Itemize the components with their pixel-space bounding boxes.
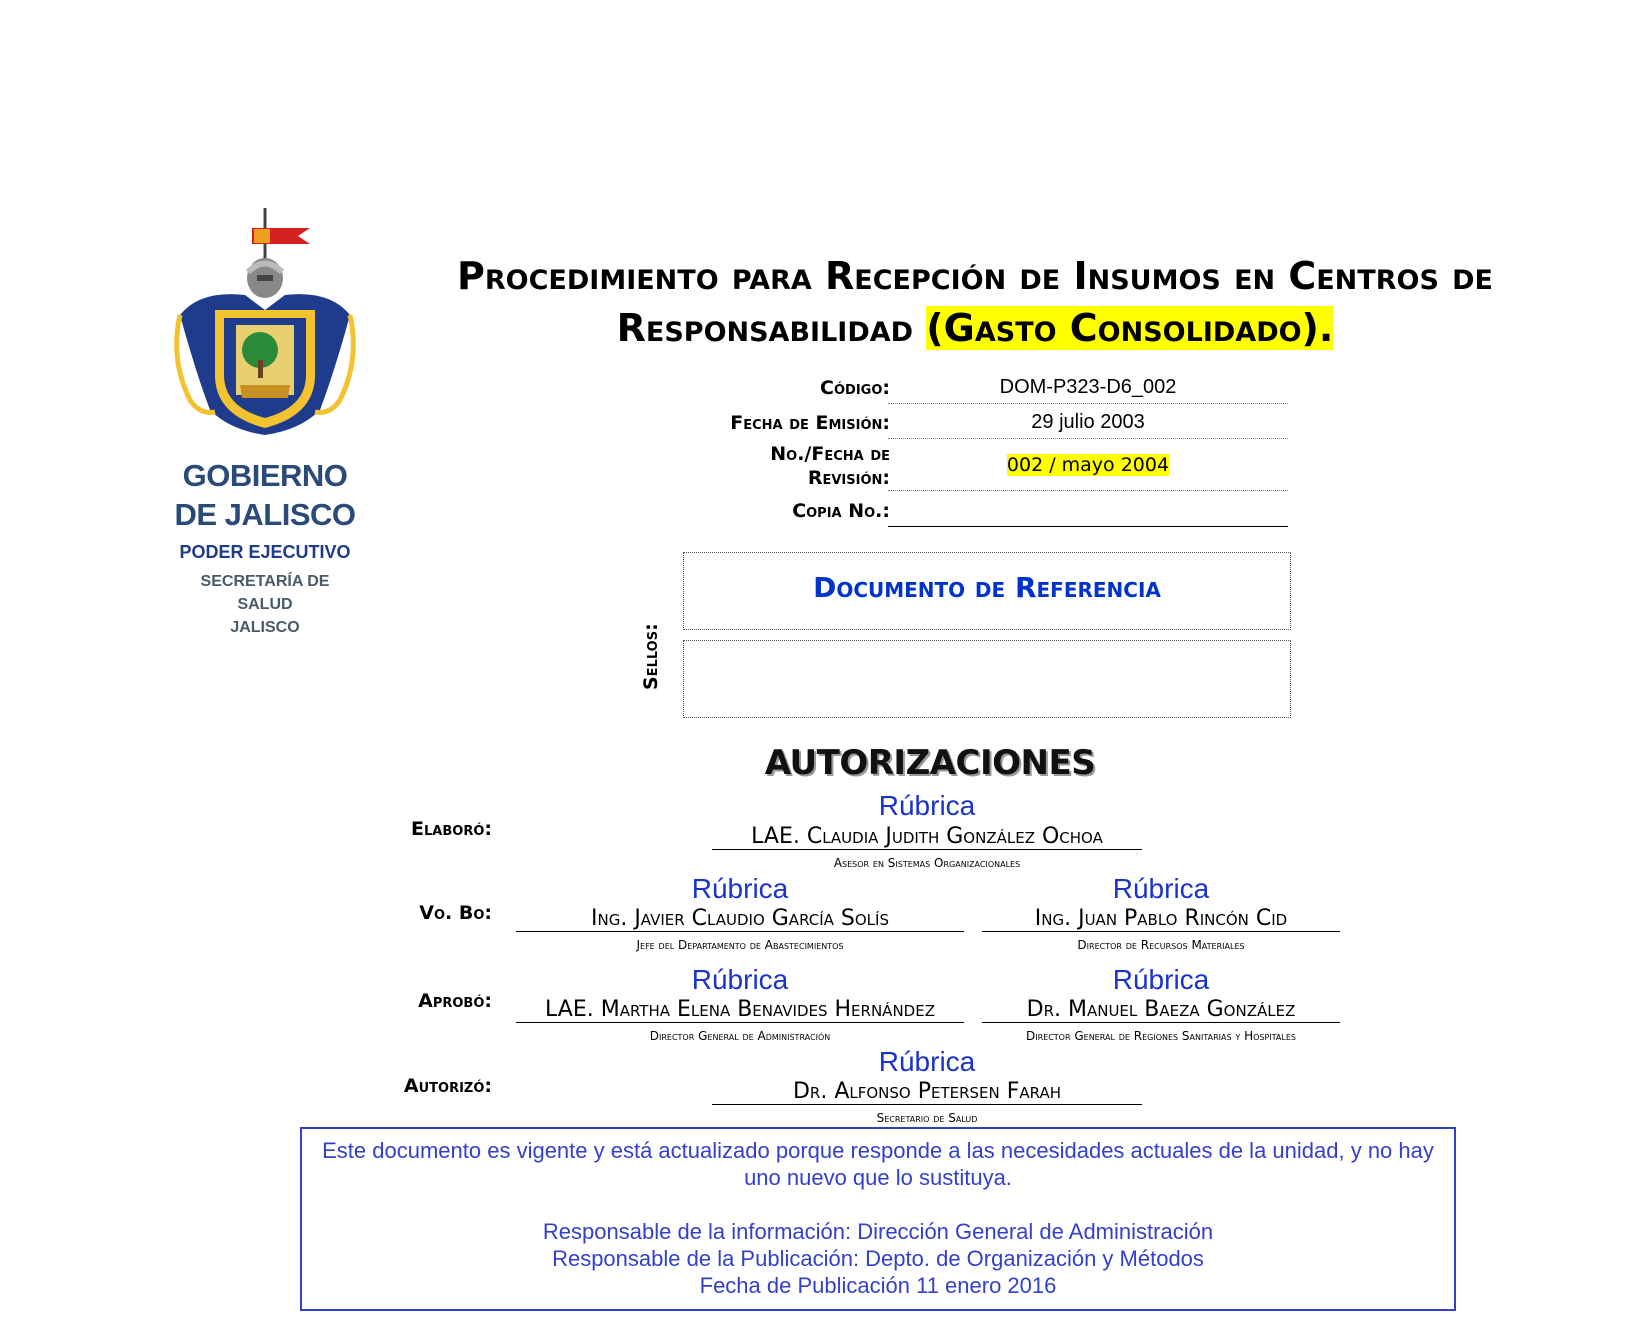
autorizo-rubrica: Rúbrica: [878, 1046, 976, 1077]
codigo-label: Código:: [820, 377, 890, 399]
doc-ref-box: [683, 552, 1291, 630]
aprobo2-rubrica: Rúbrica: [1112, 964, 1210, 995]
logo-line-secretaria-de: SECRETARÍA DE: [200, 573, 330, 590]
jalisco-government-logo: [160, 200, 370, 660]
elaboro-post: Asesor en Sistemas Organizacionales: [833, 856, 1021, 870]
elaboro-rubrica: Rúbrica: [878, 790, 976, 821]
title-highlight-gasto-consolidado: (Gasto Consolidado).: [926, 306, 1334, 350]
revision-label-line-2: Revisión:: [807, 467, 890, 489]
autorizo-post: Secretario de Salud: [876, 1111, 978, 1125]
fecha-emision-divider: [888, 438, 1288, 439]
aprobo1-rubrica: Rúbrica: [691, 964, 789, 995]
footer-vigencia: Este documento es vigente y está actualizado porque responde a las necesidades actuales de la unidad, y no hay uno nuevo que lo sustituya.: [322, 1138, 1434, 1190]
vobo-label: Vo. Bo:: [419, 902, 492, 924]
logo-line-salud: SALUD: [237, 596, 293, 613]
vobo1-post: Jefe del Departamento de Abastecimientos: [636, 938, 844, 952]
codigo-value: DOM-P323-D6_002: [999, 376, 1177, 398]
logo-line-de-jalisco: DE JALISCO: [174, 497, 356, 532]
copia-underline: [888, 526, 1288, 527]
vobo2-rubrica: Rúbrica: [1112, 873, 1210, 904]
codigo-divider: [888, 403, 1288, 404]
coat-of-arms-icon: [160, 200, 370, 450]
document-title: [390, 250, 1560, 354]
vobo2-post: Director de Recursos Materiales: [1077, 938, 1245, 952]
vobo1-name: Ing. Javier Claudio García Solís: [516, 906, 964, 932]
footer-responsable-informacion: Responsable de la información: Dirección General de Administración: [542, 1219, 1214, 1244]
logo-line-gobierno: GOBIERNO: [182, 458, 348, 493]
logo-line-poder-ejecutivo: PODER EJECUTIVO: [179, 542, 351, 562]
revision-divider: [888, 490, 1288, 491]
elaboro-name: LAE. Claudia Judith González Ochoa: [712, 824, 1142, 850]
autorizaciones-heading: AUTORIZACIONES: [764, 743, 1096, 783]
footer-validity-box: [300, 1127, 1456, 1311]
fecha-emision-label: Fecha de Emisión:: [730, 412, 890, 434]
logo-line-secretaria: [160, 570, 370, 639]
autorizo-name: Dr. Alfonso Petersen Farah: [712, 1079, 1142, 1105]
vobo1-rubrica: Rúbrica: [691, 873, 789, 904]
logo-line-jalisco: JALISCO: [230, 619, 300, 636]
aprobo2-post: Director General de Regiones Sanitarias y Hospitales: [1025, 1029, 1296, 1043]
title-line-2: [390, 302, 1560, 354]
aprobo1-post: Director General de Administración: [649, 1029, 831, 1043]
aprobo2-name: Dr. Manuel Baeza González: [982, 997, 1340, 1023]
footer-fecha-publicacion: Fecha de Publicación 11 enero 2016: [699, 1273, 1057, 1298]
elaboro-label: Elaboró:: [411, 818, 492, 840]
title-line-1: Procedimiento para Recepción de Insumos en Centros de: [457, 254, 1493, 298]
revision-value-wrap: [888, 454, 1288, 477]
title-part-responsabilidad: Responsabilidad: [616, 306, 914, 350]
aprobo1-name: LAE. Martha Elena Benavides Hernández: [516, 997, 964, 1023]
vobo2-name: Ing. Juan Pablo Rincón Cid: [982, 906, 1340, 932]
stamp-box: [683, 640, 1291, 718]
footer-responsable-publicacion: Responsable de la Publicación: Depto. de Organización y Métodos: [552, 1246, 1204, 1271]
doc-ref-title: Documento de Referencia: [813, 571, 1161, 604]
sellos-label: Sellos:: [640, 623, 662, 690]
aprobo-label: Aprobó:: [418, 990, 492, 1012]
revision-label-line-1: No./Fecha de: [770, 443, 890, 465]
copia-label: Copia No.:: [792, 500, 890, 522]
revision-label: [770, 442, 890, 490]
fecha-emision-value: 29 julio 2003: [1031, 411, 1145, 433]
revision-value: 002 / mayo 2004: [1006, 454, 1170, 476]
autorizo-label: Autorizó:: [403, 1075, 492, 1097]
